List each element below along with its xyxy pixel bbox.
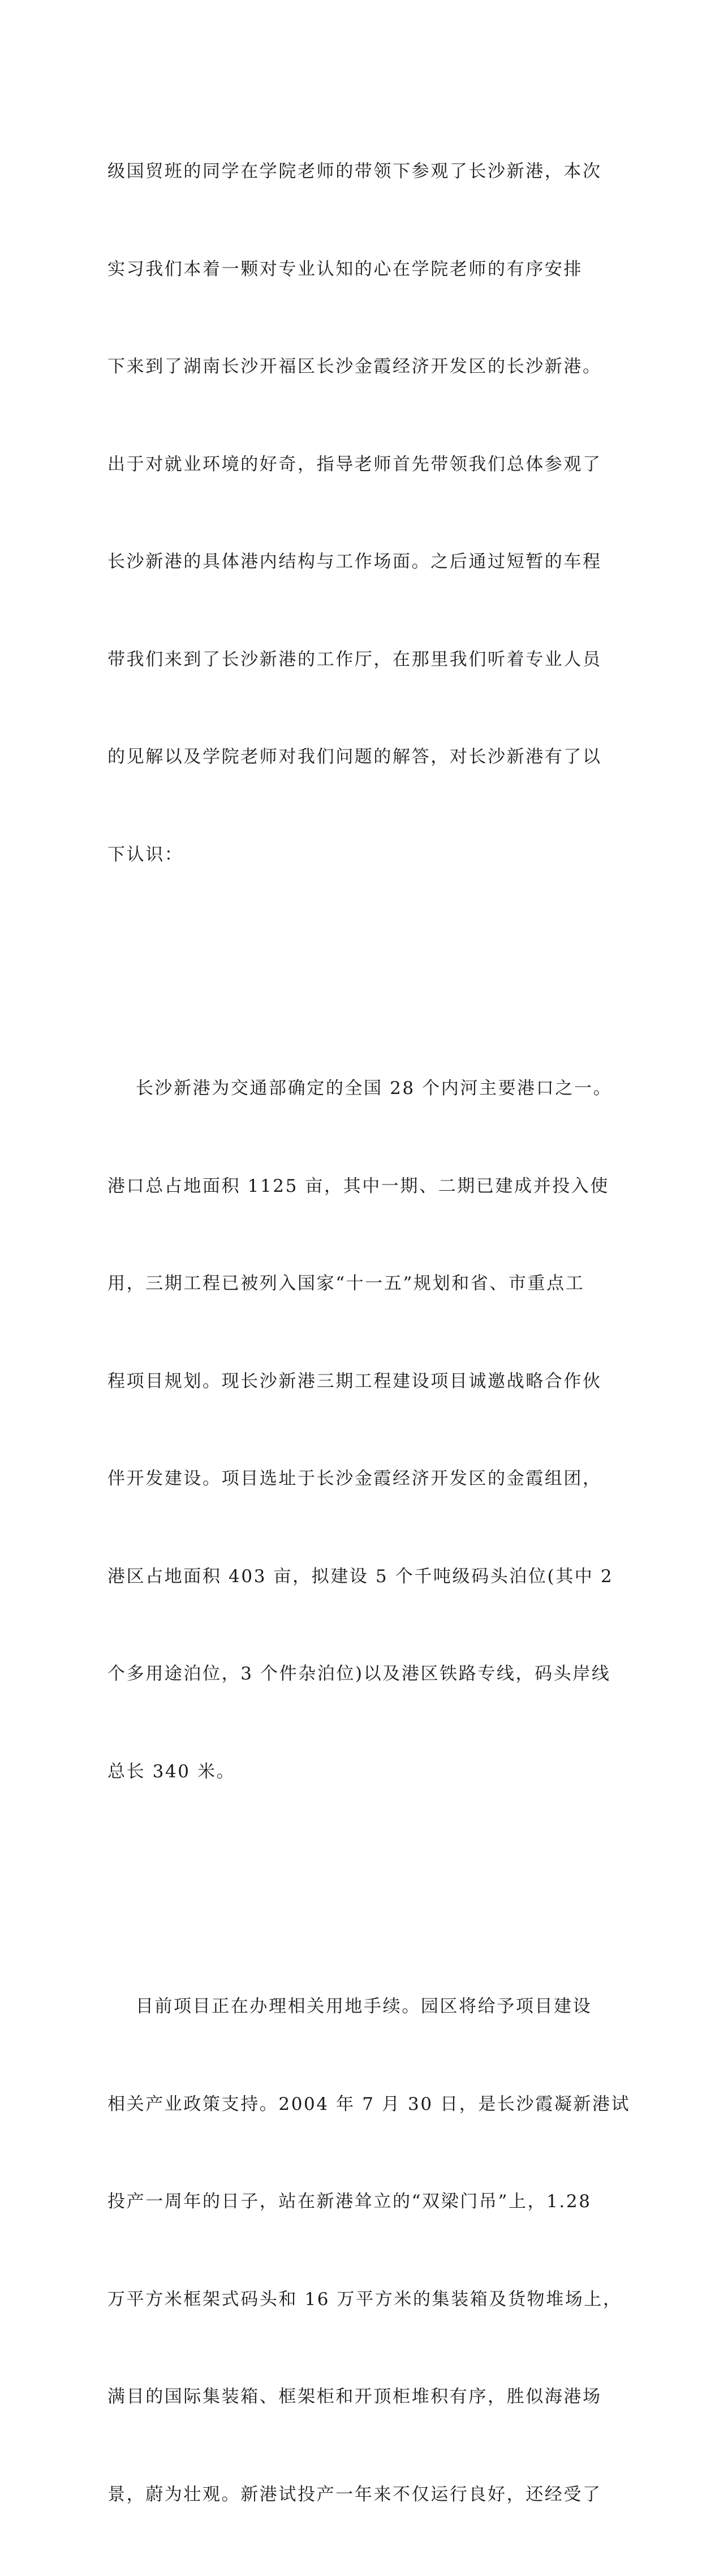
text-line: 港口总占地面积 1125 亩，其中一期、二期已建成并投入使 bbox=[107, 1175, 609, 1196]
text-line: 长沙新港的具体港内结构与工作场面。之后通过短暂的车程 bbox=[107, 552, 602, 572]
paragraph-2 bbox=[107, 1007, 614, 1853]
text-line: 港区占地面积 403 亩，拟建设 5 个千吨级码头泊位(其中 2 bbox=[107, 1566, 614, 1587]
paragraph-spacer bbox=[107, 936, 605, 1007]
paragraph-3 bbox=[107, 1925, 631, 2576]
text-line: 万平方米框架式码头和 16 万平方米的集装箱及货物堆场上， bbox=[107, 2289, 622, 2310]
text-line: 的见解以及学院老师对我们问题的解答，对长沙新港有了以 bbox=[107, 747, 602, 767]
text-line: 总长 340 米。 bbox=[107, 1761, 236, 1782]
text-line: 伴开发建设。项目选址于长沙金霞经济开发区的金霞组团， bbox=[107, 1468, 602, 1489]
document-body bbox=[107, 91, 631, 2576]
text-line: 带我们来到了长沙新港的工作厅，在那里我们听着专业人员 bbox=[107, 649, 602, 670]
text-line: 景，蔚为壮观。新港试投产一年来不仅运行良好，还经受了 bbox=[107, 2484, 602, 2505]
paragraph-1 bbox=[107, 91, 605, 936]
text-line: 出于对就业环境的好奇，指导老师首先带领我们总体参观了 bbox=[107, 454, 602, 475]
text-line: 目前项目正在办理相关用地手续。园区将给予项目建设 bbox=[107, 1996, 592, 2017]
text-line: 满目的国际集装箱、框架柜和开顶柜堆积有序，胜似海港场 bbox=[107, 2387, 602, 2407]
text-line: 级国贸班的同学在学院老师的带领下参观了长沙新港，本次 bbox=[107, 161, 602, 182]
text-line: 下来到了湖南长沙开福区长沙金霞经济开发区的长沙新港。 bbox=[107, 356, 602, 377]
text-line: 相关产业政策支持。2004 年 7 月 30 日，是长沙霞凝新港试 bbox=[107, 2093, 631, 2114]
paragraph-spacer bbox=[107, 1853, 605, 1925]
text-line: 用，三期工程已被列入国家“十一五”规划和省、市重点工 bbox=[107, 1273, 585, 1294]
text-line: 下认识： bbox=[107, 844, 184, 865]
text-line: 投产一周年的日子，站在新港耸立的“双梁门吊”上，1.28 bbox=[107, 2191, 592, 2212]
text-line: 长沙新港为交通部确定的全国 28 个内河主要港口之一。 bbox=[107, 1078, 613, 1099]
text-line: 实习我们本着一颗对专业认知的心在学院老师的有序安排 bbox=[107, 259, 583, 279]
text-line: 程项目规划。现长沙新港三期工程建设项目诚邀战略合作伙 bbox=[107, 1371, 602, 1392]
text-line: 个多用途泊位，3 个件杂泊位)以及港区铁路专线，码头岸线 bbox=[107, 1664, 611, 1684]
